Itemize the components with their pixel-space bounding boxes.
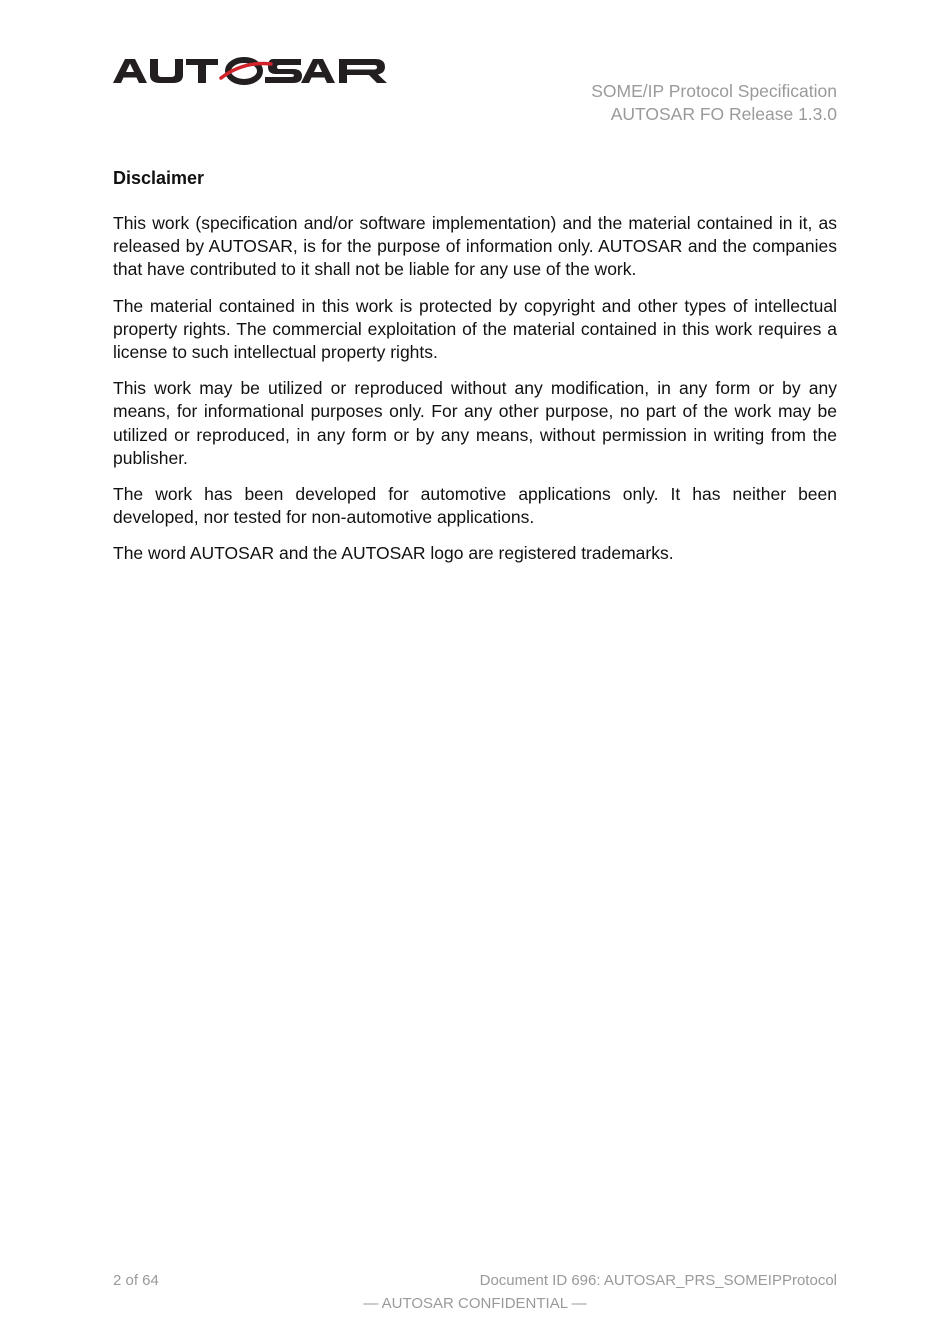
disclaimer-body bbox=[113, 212, 837, 579]
disclaimer-paragraph: The work has been developed for automotive applications only. It has neither been developed, nor tested for non-automotive applications. bbox=[113, 484, 837, 528]
disclaimer-paragraph: The word AUTOSAR and the AUTOSAR logo are registered trademarks. bbox=[113, 543, 674, 564]
disclaimer-paragraph: This work (specification and/or software implementation) and the material contained in it, as released by AUTOSAR, is for the purpose of information only. AUTOSAR and the companies that have contributed to it shall not be liable for any use of the work. bbox=[113, 213, 837, 280]
release-label: AUTOSAR FO Release 1.3.0 bbox=[610, 104, 837, 124]
page-number: 2 of 64 bbox=[113, 1272, 159, 1289]
section-heading: Disclaimer bbox=[113, 168, 205, 188]
disclaimer-paragraph: The material contained in this work is protected by copyright and other types of intellectual property rights. The commercial exploitation of the material contained in this work requires a license to such intellectual property rights. bbox=[113, 295, 837, 363]
confidential-notice: — AUTOSAR CONFIDENTIAL — bbox=[363, 1295, 587, 1312]
document-title: SOME/IP Protocol Specification bbox=[591, 81, 837, 101]
autosar-logo-image bbox=[113, 57, 387, 85]
disclaimer-paragraph: This work may be utilized or reproduced without any modification, in any form or by any means, for informational purposes only. For any other purpose, no part of the work may be utilized or reproduced, in any form or by any means, without permission in writing from the publisher. bbox=[113, 378, 837, 468]
autosar-logo bbox=[113, 57, 387, 85]
document-id: Document ID 696: AUTOSAR_PRS_SOMEIPProtocol bbox=[479, 1272, 837, 1289]
page-header-info bbox=[591, 80, 837, 126]
